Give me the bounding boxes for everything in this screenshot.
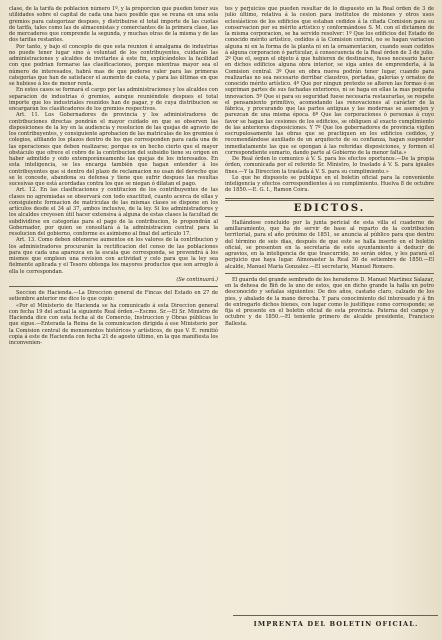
seccion-paragraph: «Por el Ministerio de Hacienda se ha comunicado á esta Direccion general con fecha 19 del actual la siguiente Real órden.—Escmo. Sr.—El Sr. Ministro de Hacienda dice con esta fecha al de Comercio, Instruccion y Obras públicas lo que sigue.—Enterada la Reina de la comunicacion dirigida á ese Ministerio por la Comision central de monumentos históricos y artísticos, de que V. E. remitió copia á este de Hacienda con fecha 21 de agosto último, en la que manifiesta los inconvenien- xyxy=(9,302,218,346)
imprenta-footer: IMPRENTA DEL BOLETIN OFICIAL. xyxy=(253,620,419,628)
columns xyxy=(9,6,434,606)
imprenta-rule xyxy=(233,615,438,616)
continuara-note: (Se continuará.) xyxy=(176,276,218,283)
right-paragraph-1: tes y perjuicios que pueden resultar de lo dispuesto en la Real órden de 3 de julio último, relativa á la cesion para institutos de misiones y otros usos eclesiásticos de los edificios que estaban cedidos á la citada Comision para su conservacion por su mérito artístico y conformándose S. M. con el dictámen de la misma corporacion, se ha servido resolver: 1º Que los edificios del Estado de conocido mérito artístico, cedidos á la Comision central, no se hagan variacion alguna ni en la forma de la planta ni en la ornamentacion, cuando sean cedidos á alguna corporacion ó particular, á consecuencia de la Real órden de 3 de julio. 2º Que el, segun el objeto á que hubieren de destinarse, fuese necesario hacer en dichos edificios alguna obra interior, se siga antes de emprenderla, á la Comision central. 3º Que en obra nueva podrán tener lugar, cuando para realizarlas no sea necesario derribar claustros, portadas, galerías y ornatos de conocido mérito artístico. 4º Que por ningun pretexto se alteren las formas ó se supriman partes de sus fachadas exteriores, ni se haga en ellas la mas pequeña innovacion. 5º Que si para su seguridad fuese necesaria restaurarlas, se respete el pensamiento primitivo, acomodando las renovaciones al carácter de la fábrica, y procurando que las partes antiguas y las modernas se asemejen y parezcan de una misma época. 6º Que las corporaciones ó personas á cuyo favor se hagan las cesiones de los edificios, se obliguen al exacto cumplimiento de las anteriores disposiciones. Y 7º Que los gobernadores de provincia vigilen escrupulosamente las obras que se practiquen en los edificios cedidos, y recomendándose auxiliado de un arquitecto de su confianza, hagan suspender inmediatamente las que se opongan á las referidas disposiciones, y formen el correspondiente sumario, dando parte al Gobierno de la menor falta.» xyxy=(225,6,434,156)
edicto-1: Hallándose concluido por la junta pericial de esta villa el cuaderno de amillaramiento, que ha de servir de base al reparto de la contribucion territorial, para el año próximo de 1851, se anuncia al público para que dentro del término de seis dias, después de que este se halla inserto en el boletin oficial, se presenten en la secretaría de este ayuntamiento á deducir de agravios, en la inteligencia de que trascurrido, no serán oidos, y les parará el perjuicio que haya lugar. Almonaster la Real 30 de setiembre de 1850.—El alcalde, Manuel Maria Gonzalez.—El secretario, Manuel Romero. xyxy=(225,219,434,270)
edicto-divider xyxy=(225,273,434,274)
seccion-heading: Seccion de Hacienda. xyxy=(16,290,74,296)
seccion-intro: —La Direccion general de Fincas del Estado en 27 de setiembre anterior me dice lo que copio: xyxy=(9,290,218,303)
left-paragraph-3: En estos casos se formará el cargo por las administraciones y los alcaldes con separacion de industrias ó gremios, aunque reuniéndole despues el total importe que los industriales reunidos han de pagar, y de cuya distribucion se encargarán los clasificadores de los gremios respectivos. xyxy=(9,87,218,112)
left-paragraph-1: clase, de la tarifa de poblacion número 1º, y la proporcion que pueden tener sus utilidades sobre el capital de cada una hace posible que se reuna en una sola gremios para categorizar despues, y distribuirse el total importe de las cuotas de tarifa, tales como las de almacenistas y comerciantes de la primera clase, las de mercaderes que comprende la segunda, y muchas otras de la misma y de las dos tarifas restantes. xyxy=(9,6,218,44)
edictos-title-rule xyxy=(225,216,434,217)
left-paragraph-art11: Art. 11. Los Gobernadores de provincia y los administradores de contribuciones directas pondrán el mayor cuidado en que se observen las disposiciones de la ley en la audiencia y resolucion de las quejas de agravio de los contribuyentes, y consiguiente aprobacion de las matrículas de los gremios ó colegios, afiliando los plazos dentro de los que corresponden para cada una de las operaciones que deben realizarse; porque es un hecho cierto que el mayor obstáculo que ofrece el cobro de la contribucion del subsidio tiene su origen en haber admitido y oido extemporáneamente las quejas de los interesados. En esta inteligencia, se les encarga también que hagan entender á los contribuyentes que si dentro del plazo de reclamacion no usan del derecho que se le concede, abandona su defensa y tiene que sufrir despues las resultas sucesivas que está acordadas contra los que se niegan ó dilatan el pago. xyxy=(9,112,218,187)
right-paragraph-3: Lo que he dispuesto se publique en el boletin oficial para la conveniente inteligencia y efectos correspondientes á su cumplimiento. Huelva 8 de octubre de 1850.—E. G. I., Ramon Coira. xyxy=(225,174,434,194)
right-paragraph-2: De Real órden lo comunico á V. S. para los efectos oportunos.—De la propia órden, comunicada por el referido Sr. Ministro, lo traslado á V. S. para iguales fines.—Y la Direccion la traslada á V. S. para su cumplimiento.» xyxy=(225,156,434,175)
right-column xyxy=(225,6,434,606)
left-column xyxy=(9,6,218,606)
section-divider xyxy=(9,286,218,287)
seccion-hacienda xyxy=(9,290,218,303)
edictos-divider xyxy=(225,198,434,201)
edicto-2: El guarda del grande sembrado de los herederos D. Manuel Martinez Salazar, en la dehesa de Biñ de la uno de estos, que en dicho grande la halla un potro desconocido y señalas siguientes: De dos años, castaño claro, calzado de los pies, y abalado de la mano derecha. Y para conocimiento del interesado y á fin de entregarlo dichos bienes, con lugar como lo justifique como corresponde; se fija el presente en el boletin oficial de esta provincia. Paterna del campo y octubre y de 1850.—El teniente primero de alcalde presidente, Francisco Ballesta. xyxy=(225,276,434,327)
left-paragraph-art12: Art. 12. En las clasificaciones y contitucion de los contribuyentes de las clases no agremiadas se observará con todo exactitud, cuanto acerca de ellas y consiguiente formacion de matrículas de las mismas clases se dispone en los artículos desde el 34 al 37, ambos inclusive, de la ley. Si los administradores y los alcaldes creyesen útil hacer extensiva á alguna de estas clases la facultad de subdividirse en categorías para el pago de la contribucion, lo propondrán al Gobernador, por quien se consultará á la administracion central para la resolucion del gobierno, conforme es asimismo al final del artículo 17. xyxy=(9,187,218,237)
edictos-title: EDICTOS. xyxy=(293,202,366,214)
left-paragraph-2: Por tanto, y bajo el concepto de que esta reunion é amalgama de industrias no puede tener lugar sino á voluntad de los contribuyentes, cuidarán las administraciones y alcaldes de invitarles á este fin, explicándoles la facilidad con que podrian formarse las clasificaciones, porque mientras mayor sea el número de interesados, habrá mas de que poderse valer para las primeras categorías que han de satisfacer el aumento de cuota, y para las últimas en que se hubiese á los de menor renta. xyxy=(9,43,218,87)
left-paragraph-art13: Art. 13. Como deben obtenerse aumentos en los valores de la contribucion y los administradores procurarán la rectificacion del censo de las poblaciones para que cada una aparezca en la escala que corresponda, se prevendrá á los mismos que empleen una revision con actividad y celo para que la ley sea fielmente aplicada y el Tesoro obtenga los mayores productos que son arreglo á ella le correspondan. xyxy=(9,237,218,275)
